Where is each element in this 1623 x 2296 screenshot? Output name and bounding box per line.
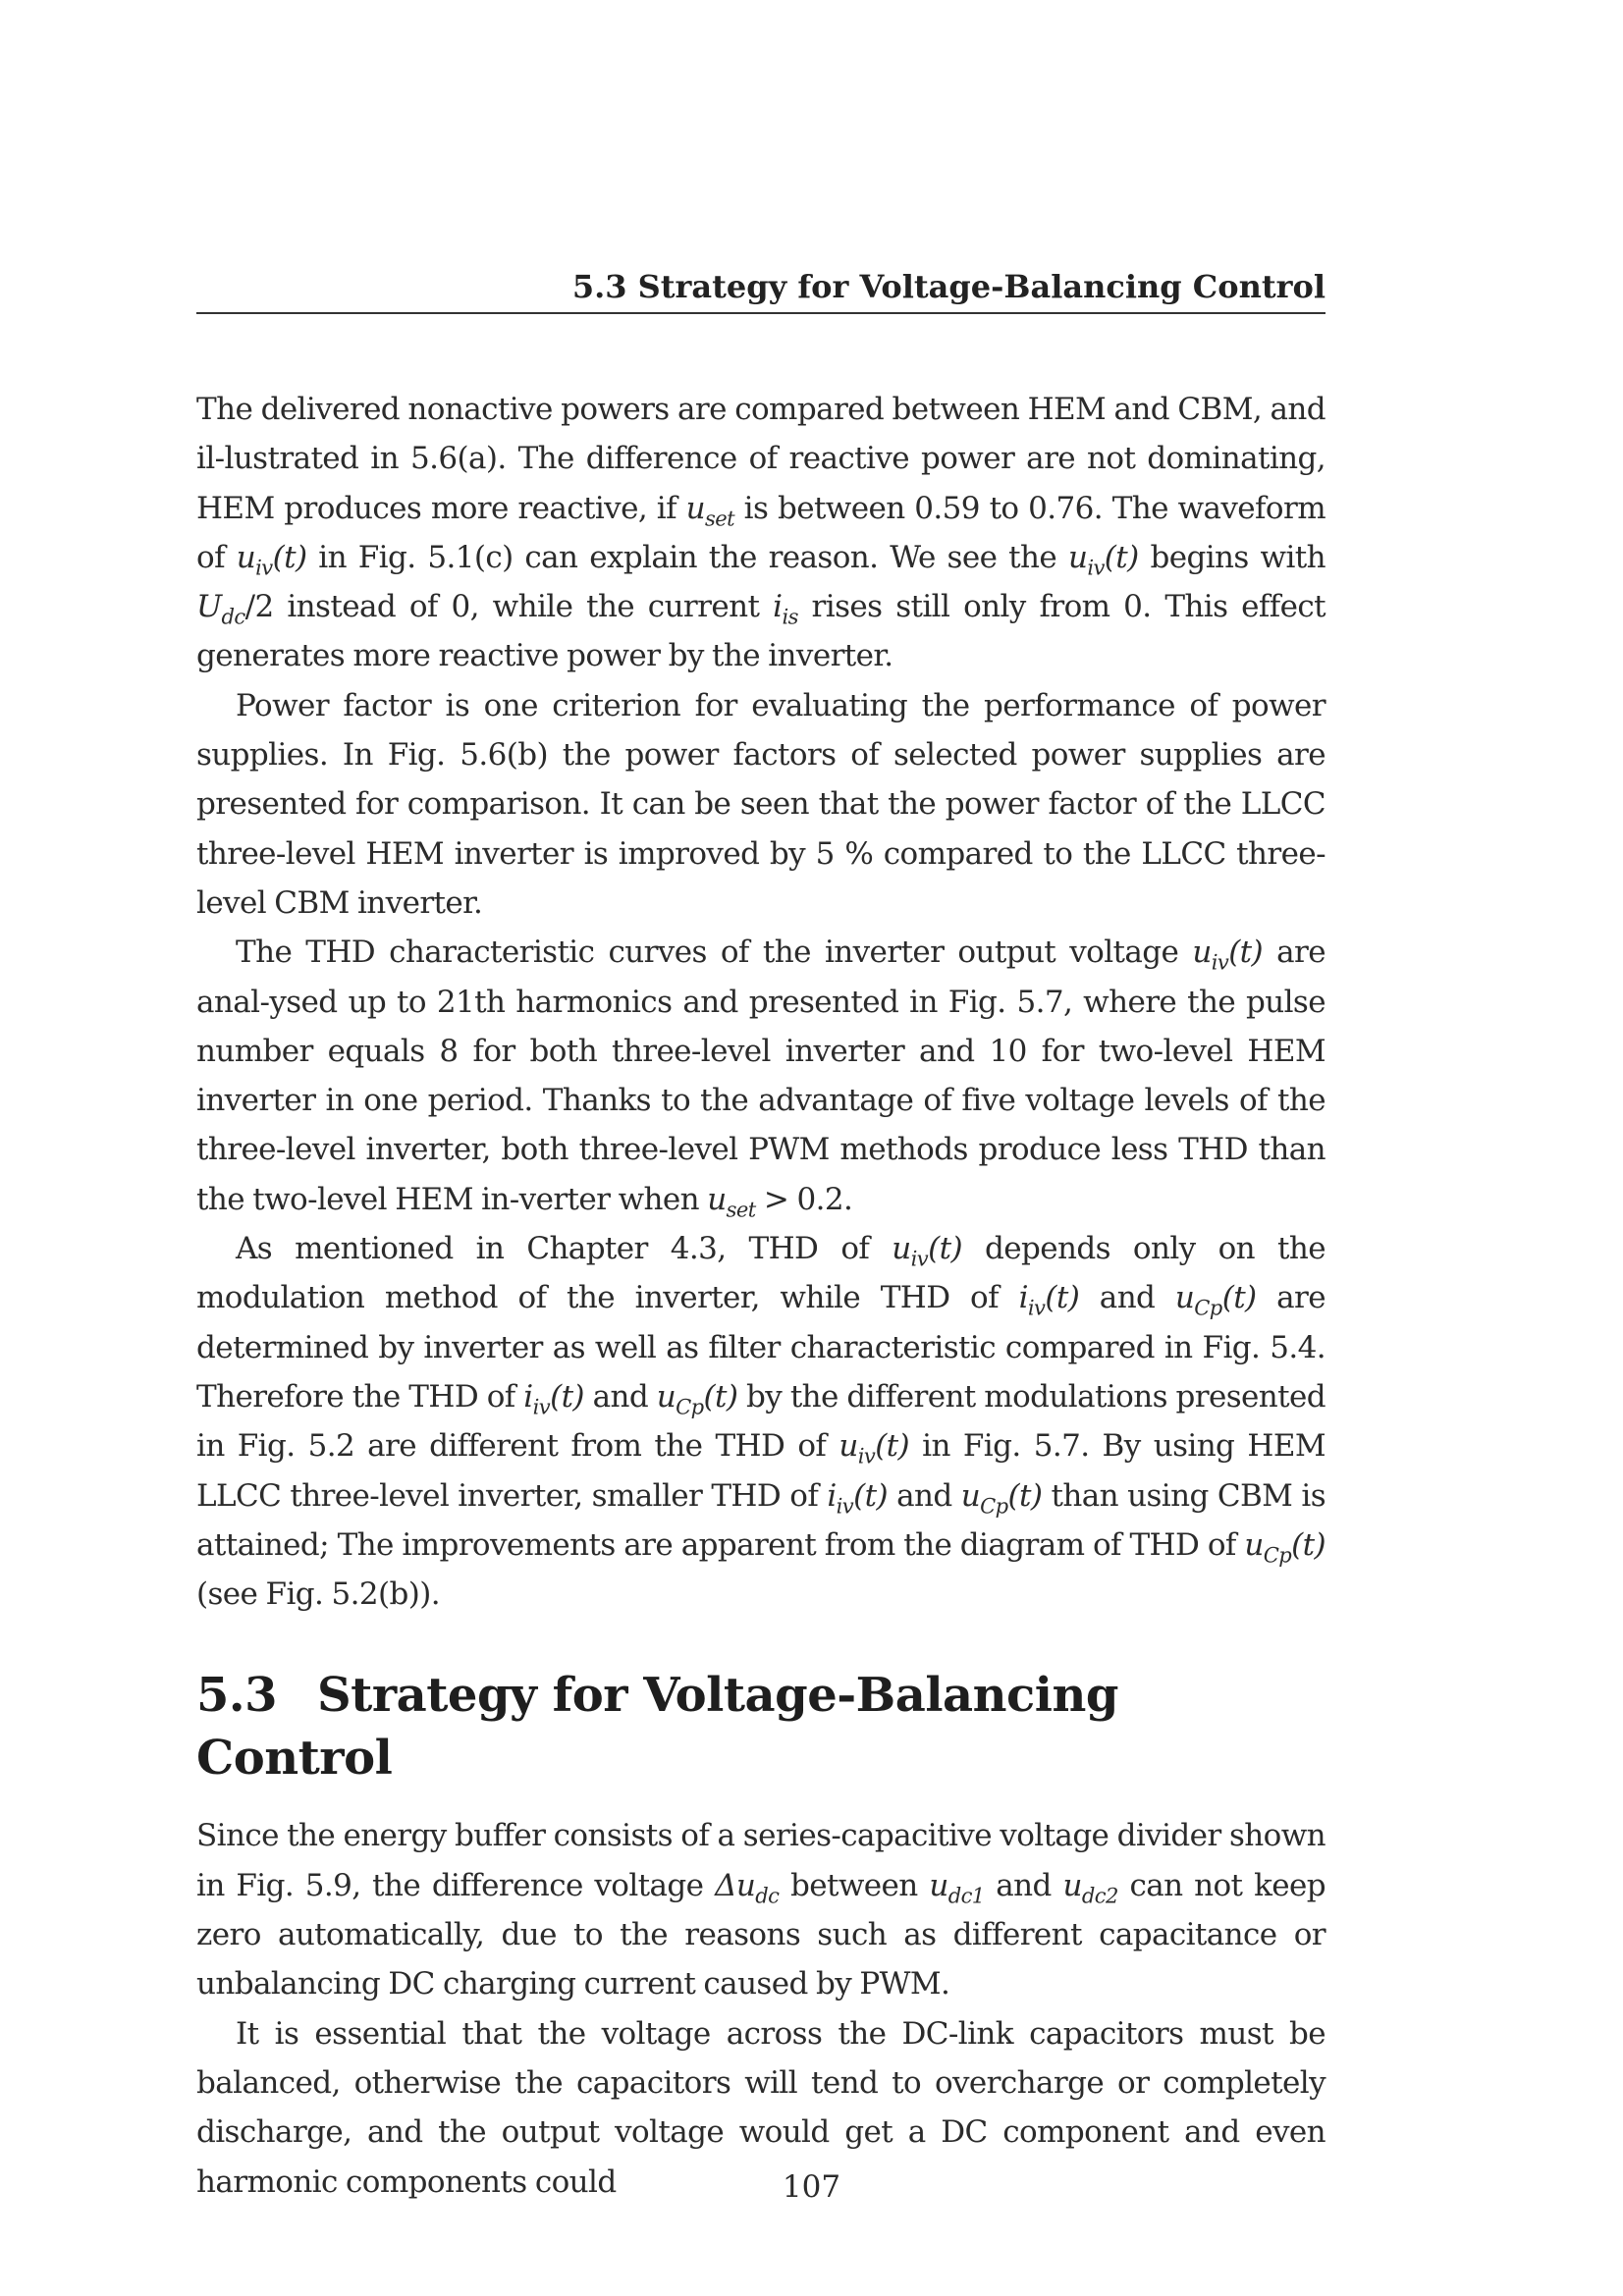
paragraph-1: The delivered nonactive powers are compared between HEM and CBM, and il-lustrated in 5.6(a). The difference of reactive power are not dominating, HEM produces more reactive, if $u_{set}$ is between 0.59 to 0.76. The waveform of $u_{iv}(t)$ in Fig. 5.1(c) can explain the reason. We see the $u_{iv}(t)$ begins with $U_{dc}/2$ instead of 0, while the current $i_{is}$ rises still only from 0. This effect generates more reactive power by the inverter.: [196, 392, 1325, 674]
body-text: [196, 385, 1325, 2207]
paragraph-2: Power factor is one criterion for evaluating the performance of power supplies. In Fig. 5.6(b) the power factors of selected power supplies are presented for comparison. It can be seen that the power factor of the LLCC three-level HEM inverter is improved by 5 % compared to the LLCC three-level CBM inverter.: [196, 687, 1325, 921]
running-header: 5.3 Strategy for Voltage-Balancing Control: [571, 268, 1325, 305]
math-i-iv: $i_{iv}(t)$: [1018, 1280, 1080, 1320]
math-u-dc1: $u_{dc1}$: [929, 1867, 985, 1908]
math-u-cp: $u_{Cp}(t)$: [656, 1378, 738, 1419]
math-u-dc2: $u_{dc2}$: [1062, 1867, 1118, 1908]
page-number: 107: [782, 2169, 841, 2205]
math-u-set: $u_{set}$: [685, 490, 734, 530]
math-u-iv: $u_{iv}(t)$: [892, 1231, 962, 1271]
header-rule: [196, 312, 1325, 314]
math-u-iv: $u_{iv}(t)$: [236, 539, 307, 580]
math-delta-u-dc: $\Delta u_{dc}$: [715, 1867, 780, 1908]
section-number: 5.3: [196, 1668, 278, 1724]
math-u-iv: $u_{iv}(t)$: [1192, 934, 1264, 975]
paragraph-3: The THD characteristic curves of the inverter output voltage $u_{iv}(t)$ are anal-ysed up to 21th harmonics and presented in Fig. 5.7, where the pulse number equals 8 for both three-level inverter and 10 for two-level HEM inverter in one period. Thanks to the advantage of five voltage levels of the three-level inverter, both three-level PWM methods produce less THD than the two-level HEM in-verter when $u_{set} > 0.2$.: [196, 934, 1325, 1222]
paragraph-5: Since the energy buffer consists of a series-capacitive voltage divider shown in Fig. 5.9, the difference voltage $\Delta u_{dc}$ between $u_{dc1}$ and $u_{dc2}$ can not keep zero automatically, due to the reasons such as different capacitance or unbalancing DC charging current caused by PWM.: [196, 1818, 1325, 2002]
math-u-iv: $u_{iv}(t)$: [839, 1428, 910, 1468]
math-u-set: $u_{set}$: [707, 1181, 756, 1222]
math-U-dc: $U_{dc}$: [196, 589, 245, 629]
math-i-is: $i_{is}$: [773, 589, 798, 629]
paragraph-6: It is essential that the voltage across the DC-link capacitors must be balanced, otherwise the capacitors will tend to overcharge or completely discharge, and the output voltage would get a DC component and even harmonic components could: [196, 2015, 1325, 2200]
math-i-iv: $i_{iv}(t)$: [523, 1378, 584, 1419]
math-i-iv: $i_{iv}(t)$: [827, 1477, 888, 1518]
section-title: Strategy for Voltage-Balancing Control: [196, 1668, 1118, 1787]
math-u-cp: $u_{Cp}(t)$: [1174, 1280, 1257, 1320]
math-u-cp: $u_{Cp}(t)$: [1244, 1526, 1325, 1568]
paragraph-4: As mentioned in Chapter 4.3, THD of $u_{iv}(t)$ depends only on the modulation method of the inverter, while THD of $i_{iv}(t)$ and $u_{Cp}(t)$ are determined by inverter as well as filter characteristic compared in Fig. 5.4. Therefore the THD of $i_{iv}(t)$ and $u_{Cp}(t)$ by the different modulations presented in Fig. 5.2 are different from the THD of $u_{iv}(t)$ in Fig. 5.7. By using HEM LLCC three-level inverter, smaller THD of $i_{iv}(t)$ and $u_{Cp}(t)$ than using CBM is attained; The improvements are apparent from the diagram of THD of $u_{Cp}(t)$ (see Fig. 5.2(b)).: [196, 1231, 1326, 1613]
section-heading: [196, 1664, 1325, 1789]
math-u-cp: $u_{Cp}(t)$: [960, 1477, 1043, 1518]
math-u-iv: $u_{iv}(t)$: [1067, 539, 1139, 580]
